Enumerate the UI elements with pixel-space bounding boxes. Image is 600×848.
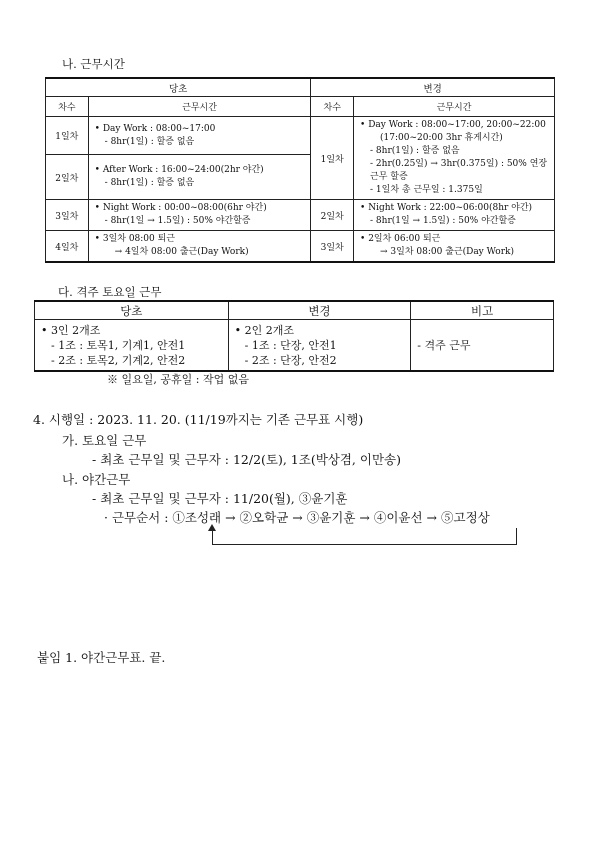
left-row-3-line-2: - 8hr(1일 → 1.5일) : 50% 야간할증 <box>104 216 251 226</box>
right-row-1-cha: 1일차 <box>311 117 354 200</box>
right-row-2-content <box>354 200 555 231</box>
left-row-4-content <box>88 231 311 263</box>
work-hours-table <box>45 77 555 263</box>
footnote: ※ 일요일, 공휴일 : 작업 없음 <box>107 373 249 386</box>
right-row-3-line-2: → 3일차 08:00 출근(Day Work) <box>380 247 514 257</box>
right-row-1-line-1: • Day Work : 08:00~17:00, 20:00~22:00 <box>360 120 546 130</box>
attachment-line: 붙임 1. 야간근무표. 끝. <box>37 650 166 665</box>
table1-header-after: 변경 <box>311 78 555 97</box>
left-row-3-content <box>88 200 311 231</box>
after-line-1: • 2인 2개조 <box>234 323 294 337</box>
right-row-2-line-1: • Night Work : 22:00~06:00(8hr 야간) <box>360 203 533 213</box>
left-row-4-cha: 4일차 <box>46 231 89 263</box>
after-line-3: - 2조 : 단장, 안전2 <box>244 353 337 367</box>
na-title: 나. 야간근무 <box>62 472 131 487</box>
right-row-2-line-2: - 8hr(1일 → 1.5일) : 50% 야간할증 <box>370 216 516 226</box>
right-row-1-content <box>354 117 555 200</box>
loop-arrowhead-icon <box>208 524 216 531</box>
table1-sub-cha-left: 차수 <box>46 97 89 117</box>
left-row-2-line-1: • After Work : 16:00~24:00(2hr 야간) <box>94 165 264 176</box>
table2-after-cell <box>228 320 411 372</box>
table1-sub-time-right: 근무시간 <box>354 97 555 117</box>
left-row-1-cha: 1일차 <box>46 117 89 155</box>
table2-header-after: 변경 <box>228 301 411 320</box>
left-row-3-cha: 3일차 <box>46 200 89 231</box>
table2-note-cell: - 격주 근무 <box>411 320 554 372</box>
right-row-1-line-4: - 2hr(0.25일) → 3hr(0.375일) : 50% 연장 <box>370 159 548 169</box>
ga-title: 가. 토요일 근무 <box>62 433 147 448</box>
saturday-work-table <box>34 300 554 372</box>
section-da-title: 다. 격주 토요일 근무 <box>58 285 162 299</box>
after-line-2: - 1조 : 단장, 안전1 <box>244 338 337 352</box>
left-row-4-line-2: → 4일차 08:00 출근(Day Work) <box>114 247 249 257</box>
right-row-1-line-6: - 1일차 총 근무일 : 1.375일 <box>370 185 483 195</box>
table2-header-note: 비고 <box>411 301 554 320</box>
order-line: · 근무순서 : ①조성래 → ②오학균 → ③윤기훈 → ④이윤선 → ⑤고정상 <box>104 510 490 525</box>
left-row-2-cha: 2일차 <box>46 155 89 200</box>
table1-sub-cha-right: 차수 <box>311 97 354 117</box>
right-row-1-line-3: - 8hr(1일) : 할증 없음 <box>370 146 460 156</box>
before-line-1: • 3인 2개조 <box>41 323 101 337</box>
ga-line: - 최초 근무일 및 근무자 : 12/2(토), 1조(박상겸, 이만송) <box>92 452 401 467</box>
left-row-2-line-2: - 8hr(1일) : 할증 없음 <box>104 178 195 189</box>
left-row-2-content <box>88 155 311 200</box>
section-na-title: 나. 근무시간 <box>62 57 125 71</box>
table1-header-before: 당초 <box>46 78 311 97</box>
right-row-2-cha: 2일차 <box>311 200 354 231</box>
right-row-3-cha: 3일차 <box>311 231 354 263</box>
table1-sub-time-left: 근무시간 <box>88 97 311 117</box>
before-line-2: - 1조 : 토목1, 기계1, 안전1 <box>51 338 186 352</box>
left-row-1-content <box>88 117 311 155</box>
table2-before-cell <box>35 320 229 372</box>
left-row-1-line-1: • Day Work : 08:00~17:00 <box>94 123 216 134</box>
left-row-4-line-1: • 3일차 08:00 퇴근 <box>94 234 176 244</box>
before-line-3: - 2조 : 토목2, 기계2, 안전2 <box>51 353 186 367</box>
right-row-3-line-1: • 2일차 06:00 퇴근 <box>360 234 441 244</box>
section4-title: 4. 시행일 : 2023. 11. 20. (11/19까지는 기존 근무표 시행) <box>33 412 364 427</box>
rotation-loop-line <box>212 528 517 545</box>
left-row-1-line-2: - 8hr(1일) : 할증 없음 <box>104 136 195 147</box>
na-line: - 최초 근무일 및 근무자 : 11/20(월), ③윤기훈 <box>92 491 348 506</box>
table2-header-before: 당초 <box>35 301 229 320</box>
right-row-1-line-5: 근무 할증 <box>370 172 408 182</box>
right-row-1-line-2: (17:00~20:00 3hr 휴게시간) <box>380 133 503 143</box>
left-row-3-line-1: • Night Work : 00:00~08:00(6hr 야간) <box>94 203 267 213</box>
right-row-3-content <box>354 231 555 263</box>
